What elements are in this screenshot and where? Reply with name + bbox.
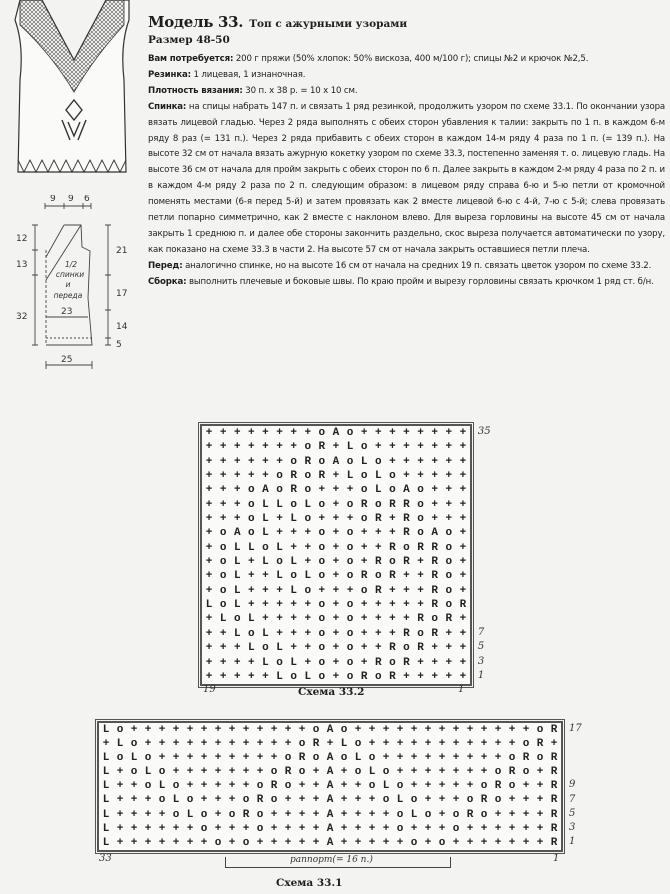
chart-row: ++LoL+++o+o+++RoR++ (205, 627, 474, 640)
rapport-label: раппорт(= 16 п.) (290, 855, 373, 865)
chart-row: ++++++++oAo++++++++ (205, 427, 474, 439)
chart-row: +oL+++Lo+++oR+++Ro+ (205, 584, 474, 597)
right-height-4: 5 (116, 340, 122, 350)
row-number-label: 1 (477, 669, 485, 681)
chart-row: +++++LoLo+oRoR+++++ (205, 670, 474, 683)
chart-33-1-right-col-label: 1 (553, 853, 560, 864)
instruction-gauge: Плотность вязания: 30 п. х 38 р. = 10 х 10 см. (148, 85, 358, 96)
chart-row: ++++LoL+o+o+RoR++++ (205, 656, 474, 669)
chart-row: LoLo+++++++++oRoAoLo+++++++++oRoR (102, 752, 565, 765)
chart-33-2-caption: Схема 33.2 (298, 686, 365, 698)
left-height-1: 12 (16, 234, 28, 244)
instruction-front: Перед: аналогично спинке, но на высоте 16 см от начала на средних 19 п. связать цветок узором по схеме 33.2. (148, 260, 652, 271)
garment-illustration (12, 0, 137, 185)
chart-row: L++oLo+++++oRo++A++oLo+++++oRo++R (102, 780, 565, 793)
chart-33-2-grid (200, 424, 472, 686)
chart-row: +++oAoRo+++oLoAo+++ (205, 484, 474, 497)
chart-33-1-caption: Схема 33.1 (276, 877, 343, 889)
size-line: Размер 48-50 (148, 34, 230, 46)
piece-label-1: 1/2 (64, 260, 78, 269)
left-height-3: 32 (16, 312, 28, 322)
row-number-label: 17 (569, 723, 582, 734)
instruction-materials: Вам потребуется: 200 г пряжи (50% хлопок: 50% вискоза, 400 м/100 г); спицы №2 и крючок №2,5. (148, 54, 589, 64)
chart-row: L+oLo+++++++oRo+A+oLo+++++++oRo+R (102, 766, 565, 779)
right-height-1: 21 (116, 246, 128, 256)
chart-row: L++++++o+++o++++A++++o+++o++++++R (102, 822, 565, 835)
piece-label-4: переда (53, 291, 83, 300)
top-width-2: 9 (68, 195, 74, 204)
model-number: Модель 33. (148, 13, 244, 31)
row-number-label: 3 (569, 821, 576, 833)
chart-row: +Lo+++++++++++oR+Lo+++++++++++oR+ (102, 738, 565, 751)
right-height-2: 17 (116, 289, 128, 299)
model-subtitle: Топ с ажурными узорами (249, 18, 408, 30)
chart-33-1-left-col-label: 33 (99, 853, 112, 864)
left-height-2: 13 (16, 260, 28, 270)
row-number-label: 9 (569, 779, 576, 791)
row-number-label: 3 (477, 655, 485, 667)
row-number-label: 35 (477, 426, 491, 437)
page-title (148, 12, 407, 31)
row-number-label: 5 (477, 641, 485, 653)
chart-row: +oL+LoL+o+o+RoR+Ro+ (205, 556, 474, 569)
right-height-3: 14 (116, 322, 128, 332)
chart-row: +oLLoL++o+o++RoRRo+ (205, 541, 474, 554)
instruction-assembly: Сборка: выполнить плечевые и боковые швы. По краю пройм и вырезу горловины связать крючком 1 ряд ст. б/н. (148, 276, 654, 287)
row-number-label: 5 (569, 807, 576, 819)
chart-row: +++oLLoLo+oRoRRo+++ (205, 498, 474, 511)
piece-label-2: спинки (55, 270, 85, 279)
bottom-width: 25 (61, 355, 73, 365)
chart-row: +++++oRoR+LoLo+++++ (205, 470, 474, 483)
top-width-1: 9 (50, 195, 56, 204)
chart-33-2-left-col-label: 19 (203, 684, 216, 695)
top-width-3: 6 (84, 195, 90, 204)
instructions (148, 52, 665, 291)
chart-row: +++LoL++o+o++RoR+++ (205, 642, 474, 655)
chart-row: LoL+++++o+o+++++RoR (205, 599, 474, 612)
instruction-back: Спинка: на спицы набрать 147 п. и связать 1 ряд резинкой, продолжить узором по схеме 33.1. По окончании узора вязать лицевой гладью. Через 2 ряда выполнять с обеих сторон убавления к талии: закрыть по 1 п. в каждом 6-м ряду 8 раз (= 131 п.). Через 2 ряда прибавить с обеих сторон в каждом 14-м ряду 4 раза по 1 п. (= 139 п.). На высоте 32 см от начала вязать ажурную кокетку узором по схеме 33.3, постепенно заменяя т. о. лицевую гладь. На высоте 36 см от начала для пройм закрыть с обеих сторон по 6 п. Далее закрыть в каждом 2-м ряду 4 раза по 2 п. и в каждом 4-м ряду 2 раза по 2 п. следующим образом: в лицевом ряду справа 6-ю и 5-ю петли от кромочной поменять местами (6-я перед 5-й) и затем провязать как 2 вместе лицевой 6-ю с 4-й, 7-ю с 5-й; слева провязать петли попарно симметрично, как 2 вместе с наклоном влево. Для выреза горловины на высоте 45 см от начала закрыть 1 среднюю п. и далее обе стороны закончить раздельно, скос выреза получается автоматически по узору, как показано на схеме 33.3 в части 2. На высоте 57 см от начала закрыть оставшиеся петли плеча. (148, 101, 665, 255)
inner-width: 23 (61, 307, 73, 317)
chart-row: +++++++oR+Lo+++++++ (205, 441, 474, 454)
chart-row: +oAoL+++o+o+++RoAo+ (205, 527, 474, 540)
piece-label-3: и (65, 280, 71, 289)
chart-row: Lo+++++++++++++oAo+++++++++++++oR (102, 724, 565, 736)
instruction-rib: Резинка: 1 лицевая, 1 изнаночная. (148, 69, 306, 80)
chart-row: +LoL++++o+o++++RoR+ (205, 613, 474, 626)
row-number-label: 7 (477, 626, 485, 638)
row-number-label: 1 (569, 835, 576, 847)
chart-33-1-grid (97, 721, 563, 852)
chart-row: L+++++++o+o+++++A+++++o+o+++++++R (102, 836, 565, 849)
row-number-label: 7 (569, 793, 576, 805)
chart-row: +++oL+Lo+++oR+Ro+++ (205, 513, 474, 526)
size-schematic (8, 195, 143, 390)
chart-33-2-right-col-label: 1 (458, 684, 465, 695)
chart-row: L++++oLo+oRo++++A++++oLo+oRo++++R (102, 808, 565, 821)
chart-row: ++++++oRoAoLo++++++ (205, 455, 474, 468)
chart-row: +oL++LoLo+oRoR++Ro+ (205, 570, 474, 583)
chart-row: L+++oLo+++oRo+++A+++oLo+++oRo+++R (102, 794, 565, 807)
